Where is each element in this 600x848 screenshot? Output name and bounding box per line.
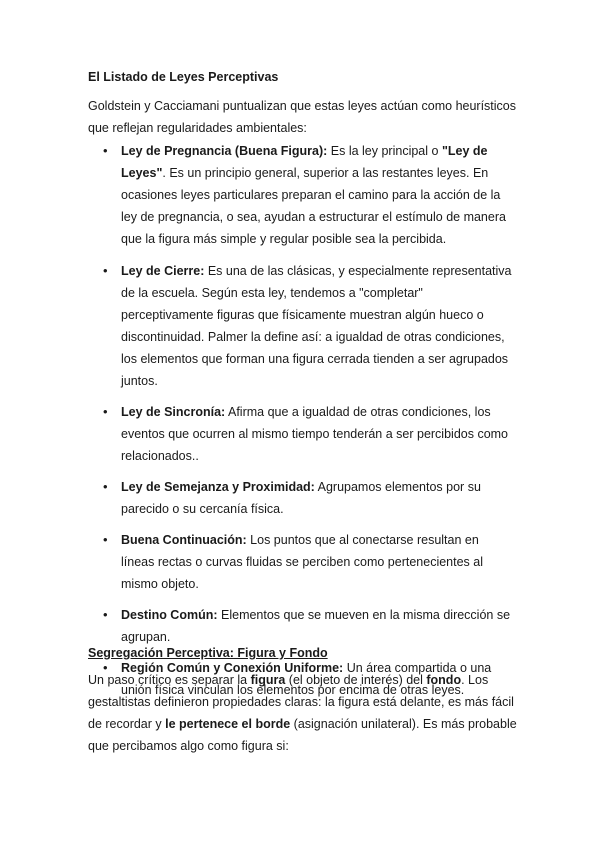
bullet-icon: •: [103, 532, 108, 547]
law-name: Ley de Cierre:: [121, 264, 205, 278]
bullet-icon: •: [103, 404, 108, 419]
law-text: Los puntos que al conectarse resultan en líneas rectas o curvas fluidas se perciben como pertenecientes al mismo objeto.: [121, 533, 483, 591]
list-item-pregnancia: [0, 140, 600, 250]
paragraph-text: (el objeto de interés) del: [285, 673, 427, 687]
bold-term: le pertenece el borde: [165, 717, 291, 731]
bullet-icon: •: [103, 660, 108, 675]
paragraph-text: (asignación unilateral). Es más probable que percibamos algo como figura si:: [88, 717, 517, 753]
list-item-sincronia: [0, 401, 600, 467]
bullet-icon: •: [103, 143, 108, 158]
list-item-semejanza: [0, 476, 600, 520]
paragraph-text: . Los gestaltistas definieron propiedades claras: la figura está delante, es más fácil de recordar y: [88, 673, 514, 731]
section-title: El Listado de Leyes Perceptivas: [88, 70, 279, 84]
law-bold-inline: "Ley de Leyes": [121, 144, 488, 180]
intro-paragraph: Goldstein y Cacciamani puntualizan que estas leyes actúan como heurísticos que reflejan regularidades ambientales:: [88, 99, 517, 135]
law-text: Elementos que se mueven en la misma dirección se agrupan.: [121, 608, 511, 644]
law-name: Ley de Pregnancia (Buena Figura):: [121, 144, 328, 158]
bullet-icon: •: [103, 607, 108, 622]
law-name: Ley de Semejanza y Proximidad:: [121, 480, 315, 494]
law-text: Afirma que a igualdad de otras condiciones, los eventos que ocurren al mismo tiempo tenderán a ser percibidos como relacionados..: [121, 405, 509, 463]
section-heading-figura-fondo: Segregación Perceptiva: Figura y Fondo: [88, 646, 328, 660]
law-text: Es una de las clásicas, y especialmente representativa de la escuela. Según esta ley, tendemos a "completar" perceptivamente figuras que físicamente muestran algún hueco o discontinuidad. Palmer la define así: a igualdad de otras condiciones, los elementos que forman una figura cerrada tienden a ser agrupados juntos.: [121, 264, 512, 388]
law-name: Ley de Sincronía:: [121, 405, 226, 419]
list-item-continuacion: [0, 529, 600, 595]
bold-term: fondo: [426, 673, 462, 687]
bullet-icon: •: [103, 479, 108, 494]
law-text: . Es un principio general, superior a las restantes leyes. En ocasiones leyes particulares preparan el camino para la acción de la ley de pregnancia, o sea, ayudan a estructurar el estímulo de manera que la figura más simple y regular posible sea la percibida.: [121, 166, 506, 246]
paragraph-text: Un paso crítico es separar la: [88, 673, 251, 687]
bold-term: figura: [250, 673, 286, 687]
bullet-icon: •: [103, 263, 108, 278]
law-name: Región Común y Conexión Uniforme:: [121, 661, 344, 675]
law-name: Buena Continuación:: [121, 533, 247, 547]
law-text: Agrupamos elementos por su parecido o su cercanía física.: [121, 480, 481, 516]
list-item-cierre: [0, 260, 600, 392]
law-name: Destino Común:: [121, 608, 218, 622]
figura-fondo-paragraph: [88, 669, 518, 757]
law-text: Un área compartida o una unión física vinculan los elementos por encima de otras leyes.: [121, 661, 492, 697]
laws-list: [0, 140, 600, 710]
law-text: Es la ley principal o: [327, 144, 442, 158]
